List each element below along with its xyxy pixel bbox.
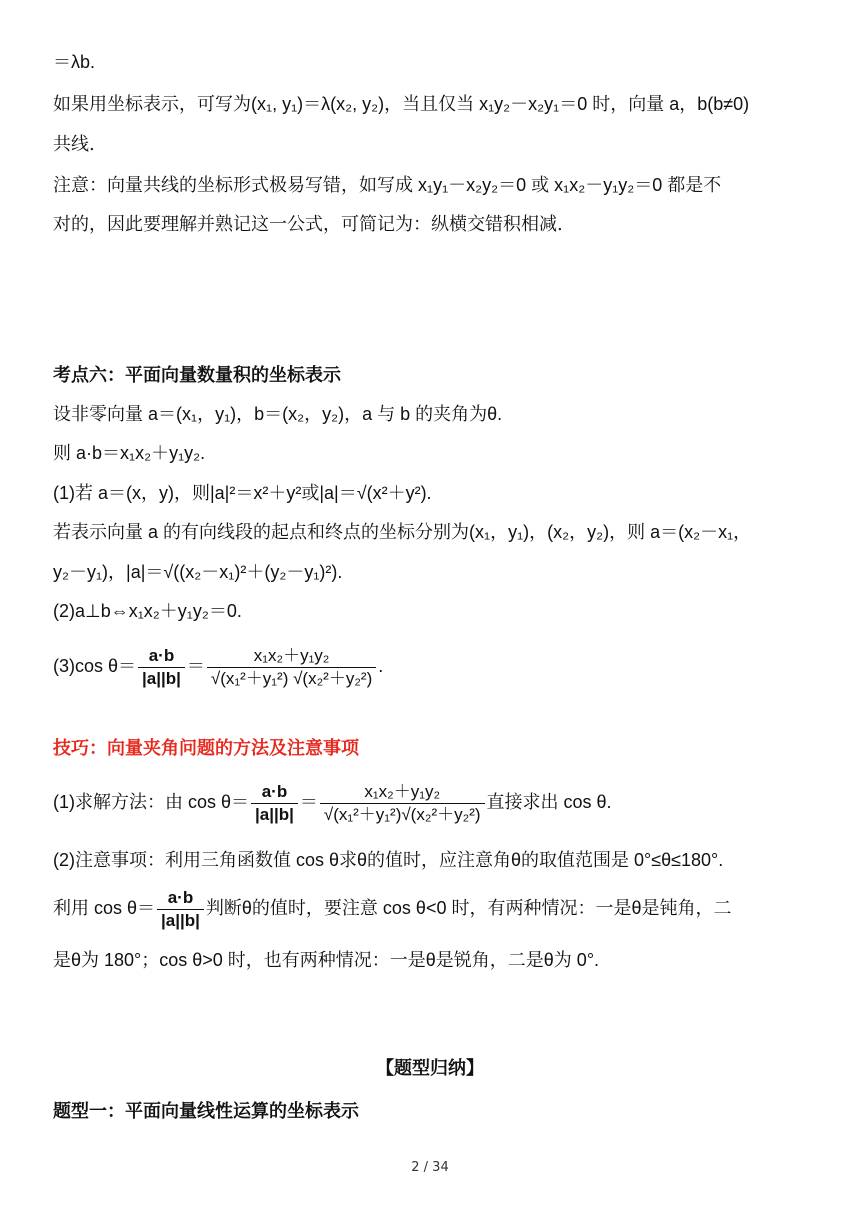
summary-title: 【题型归纳】: [376, 1058, 484, 1079]
text-line: 设非零向量 a＝(x₁，y₁)，b＝(x₂，y₂)，a 与 b 的夹角为θ.: [53, 404, 503, 424]
text-line: 共线.: [53, 134, 95, 155]
equals-sign: ＝: [186, 656, 205, 676]
text-line: 注意：向量共线的坐标形式极易写错，如写成 x₁y₁－x₂y₂＝0 或 x₁x₂－y₁y₂＝0 都是不: [53, 175, 722, 195]
denominator: √(x₁²＋y₁²) √(x₂²＋y₂²): [210, 668, 373, 688]
formula-prefix: (3)cos θ＝: [53, 656, 137, 676]
denominator: |a||b|: [161, 910, 200, 930]
equals-sign: ＝: [299, 792, 318, 812]
type-heading: 题型一：平面向量线性运算的坐标表示: [53, 1101, 359, 1122]
formula-line: 则 a·b＝x₁x₂＋y₁y₂.: [53, 443, 206, 463]
formula-line: (2)a⊥b⇔x₁x₂＋y₁y₂＝0.: [53, 601, 242, 621]
formula-line: y₂－y₁)，|a|＝√((x₂－x₁)²＋(y₂－y₁)²).: [53, 562, 343, 582]
denominator: √(x₁²＋y₁²)√(x₂²＋y₂²): [323, 804, 481, 824]
cos-formula: [53, 640, 813, 692]
tip-heading: 技巧：向量夹角问题的方法及注意事项: [53, 738, 359, 759]
formula-prefix: (1)求解方法：由 cos θ＝: [53, 792, 250, 812]
fraction: [138, 645, 185, 690]
fraction: [157, 887, 204, 932]
numerator: a·b: [251, 781, 298, 804]
text-line: 若表示向量 a 的有向线段的起点和终点的坐标分别为(x₁，y₁)，(x₂，y₂)，则 a＝(x₂－x₁，: [53, 522, 752, 542]
denominator: |a||b|: [255, 804, 294, 824]
fraction: [207, 645, 376, 690]
formula-suffix: 直接求出 cos θ.: [486, 792, 612, 812]
method-formula: [53, 776, 813, 828]
text-line: 如果用坐标表示，可写为(x₁, y₁)＝λ(x₂, y₂)，当且仅当 x₁y₂－x₂y₁＝0 时，向量 a，b(b≠0): [53, 94, 750, 114]
fraction: [320, 781, 485, 826]
text-line: 对的，因此要理解并熟记这一公式，可简记为：纵横交错积相减.: [53, 214, 563, 235]
fraction: [251, 781, 298, 826]
denominator: |a||b|: [142, 668, 181, 688]
numerator: x₁x₂＋y₁y₂: [207, 645, 376, 668]
judge-formula: [53, 882, 813, 934]
formula-suffix: .: [378, 656, 384, 676]
numerator: a·b: [138, 645, 185, 668]
numerator: x₁x₂＋y₁y₂: [320, 781, 485, 804]
formula-suffix: 判断θ的值时，要注意 cos θ<0 时，有两种情况：一是θ是钝角，二: [205, 898, 732, 918]
text-line: ＝λb.: [53, 52, 96, 72]
numerator: a·b: [157, 887, 204, 910]
formula-line: (1)若 a＝(x，y)，则|a|²＝x²＋y²或|a|＝√(x²＋y²).: [53, 483, 432, 503]
formula-prefix: 利用 cos θ＝: [53, 898, 156, 918]
section-heading: 考点六：平面向量数量积的坐标表示: [53, 365, 341, 386]
page-number: 2 / 34: [411, 1160, 449, 1175]
text-line: (2)注意事项：利用三角函数值 cos θ求θ的值时，应注意角θ的取值范围是 0°≤θ≤180°.: [53, 850, 724, 870]
text-line: 是θ为 180°；cos θ>0 时，也有两种情况：一是θ是锐角，二是θ为 0°.: [53, 950, 600, 970]
